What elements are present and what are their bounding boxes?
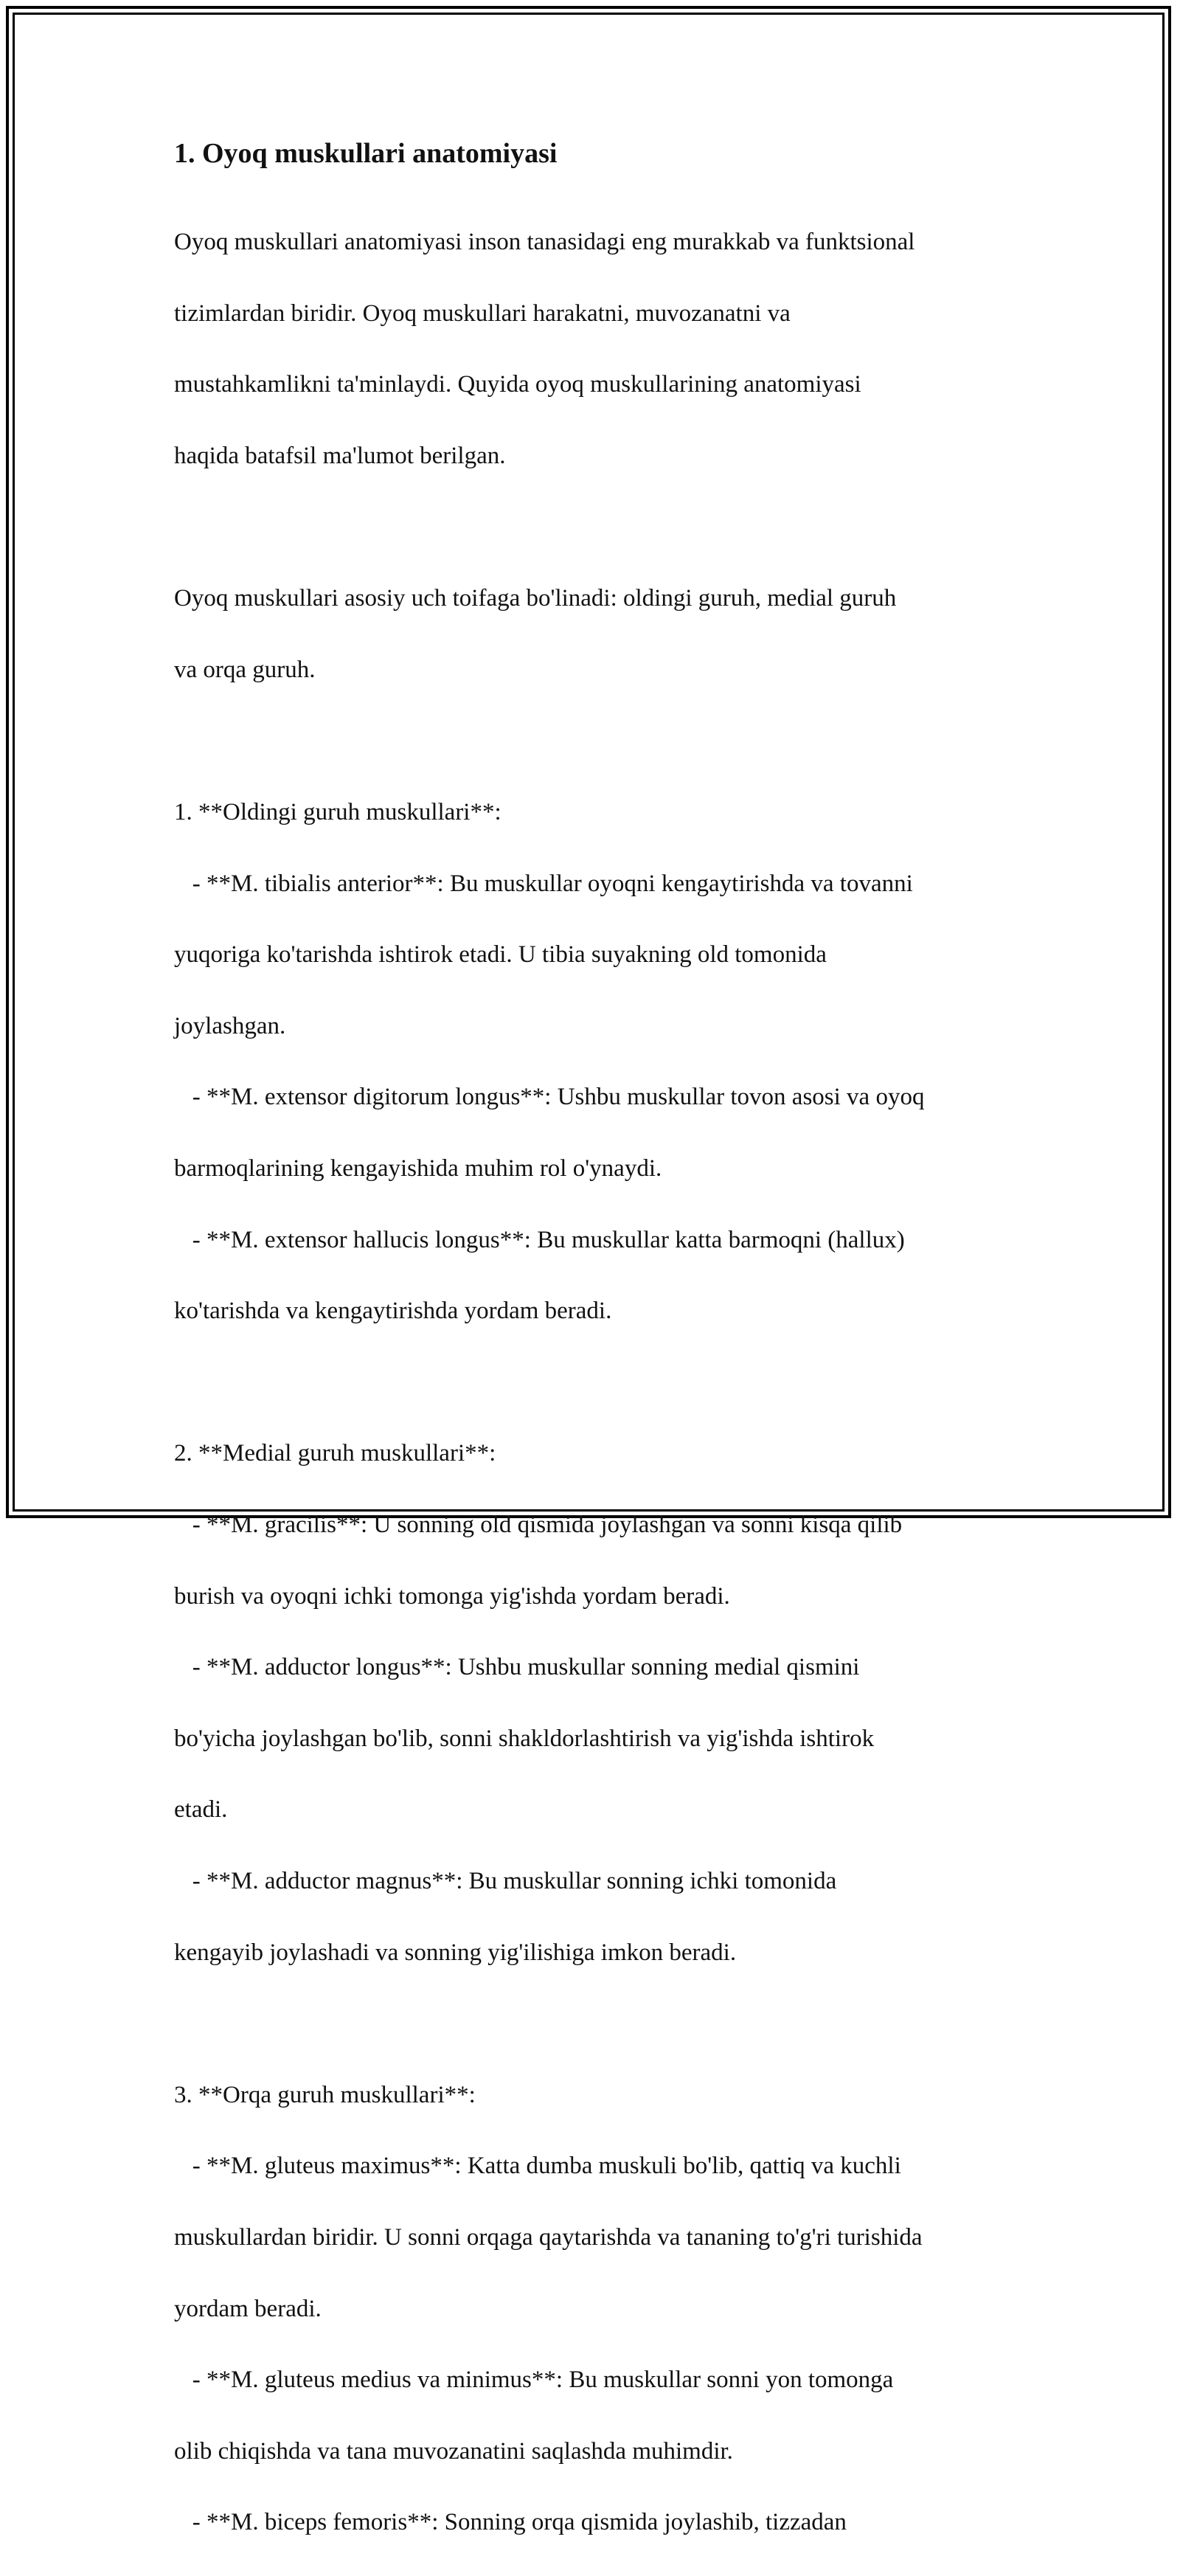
text-line: - **M. extensor hallucis longus**: Bu muskullar katta barmoqni (hallux) [174,1226,905,1253]
text-line: Oyoq muskullari asosiy uch toifaga bo'linadi: oldingi guruh, medial guruh [174,585,897,612]
text-line: Oyoq muskullari anatomiyasi inson tanasidagi eng murakkab va funktsional [174,229,915,256]
text-line: - **M. gluteus medius va minimus**: Bu muskullar sonni yon tomonga [174,2366,894,2394]
text-line: olib chiqishda va tana muvozanatini saqlashda muhimdir. [174,2437,733,2465]
text-line: - **M. gluteus maximus**: Katta dumba muskuli bo'lib, qattiq va kuchli [174,2153,901,2180]
text-line: mustahkamlikni ta'minlaydi. Quyida oyoq muskullarining anatomiyasi [174,371,861,398]
blank-line [174,1365,1022,1400]
text-line: bo'yicha joylashgan bo'lib, sonni shakldorlashtirish va yig'ishda ishtirok [174,1725,875,1752]
text-line: 2. **Medial guruh muskullari**: [174,1440,496,1467]
text-line: haqida batafsil ma'lumot berilgan. [174,443,506,470]
text-line: - **M. adductor magnus**: Bu muskullar sonning ichki tomonida [174,1867,837,1894]
text-line: - **M. biceps femoris**: Sonning orqa qismida joylashib, tizzadan [174,2509,847,2536]
text-line: kengayib joylashadi va sonning yig'ilishiga imkon beradi. [174,1939,737,1966]
section-heading: 1. Oyoq muskullari anatomiyasi [174,138,558,169]
text-line: yuqoriga ko'tarishda ishtirok etadi. U tibia suyakning old tomonida [174,941,827,969]
text-line: - **M. adductor longus**: Ushbu muskullar sonning medial qismini [174,1654,860,1681]
text-line: ko'tarishda va kengaytirishda yordam beradi. [174,1298,612,1325]
text-line: joylashgan. [174,1012,286,1039]
text-line: tizimlardan biridir. Oyoq muskullari harakatni, muvozanatni va [174,300,791,327]
text-line: muskullardan biridir. U sonni orqaga qaytarishda va tananing to'g'ri turishida [174,2223,923,2251]
body-text [174,189,1022,2576]
blank-line [174,510,1022,545]
text-line: - **M. gracilis**: U sonning old qismida joylashgan va sonni kisqa qilib [174,1511,903,1538]
text-line: 3. **Orqa guruh muskullari**: [174,2081,476,2108]
blank-line [174,2006,1022,2041]
text-line: 1. **Oldingi guruh muskullari**: [174,799,502,826]
blank-line [174,723,1022,758]
text-line: barmoqlarining kengayishida muhim rol o'ynaydi. [174,1155,662,1183]
text-line: va orqa guruh. [174,656,316,683]
document-body [174,136,1022,2576]
text-line: burish va oyoqni ichki tomonga yig'ishda yordam beradi. [174,1582,730,1610]
text-line: - **M. extensor digitorum longus**: Ushbu muskullar tovon asosi va oyoq [174,1084,925,1111]
text-line: etadi. [174,1796,228,1824]
text-line: - **M. tibialis anterior**: Bu muskullar oyoqni kengaytirishda va tovanni [174,870,913,897]
text-line: yordam beradi. [174,2295,322,2322]
